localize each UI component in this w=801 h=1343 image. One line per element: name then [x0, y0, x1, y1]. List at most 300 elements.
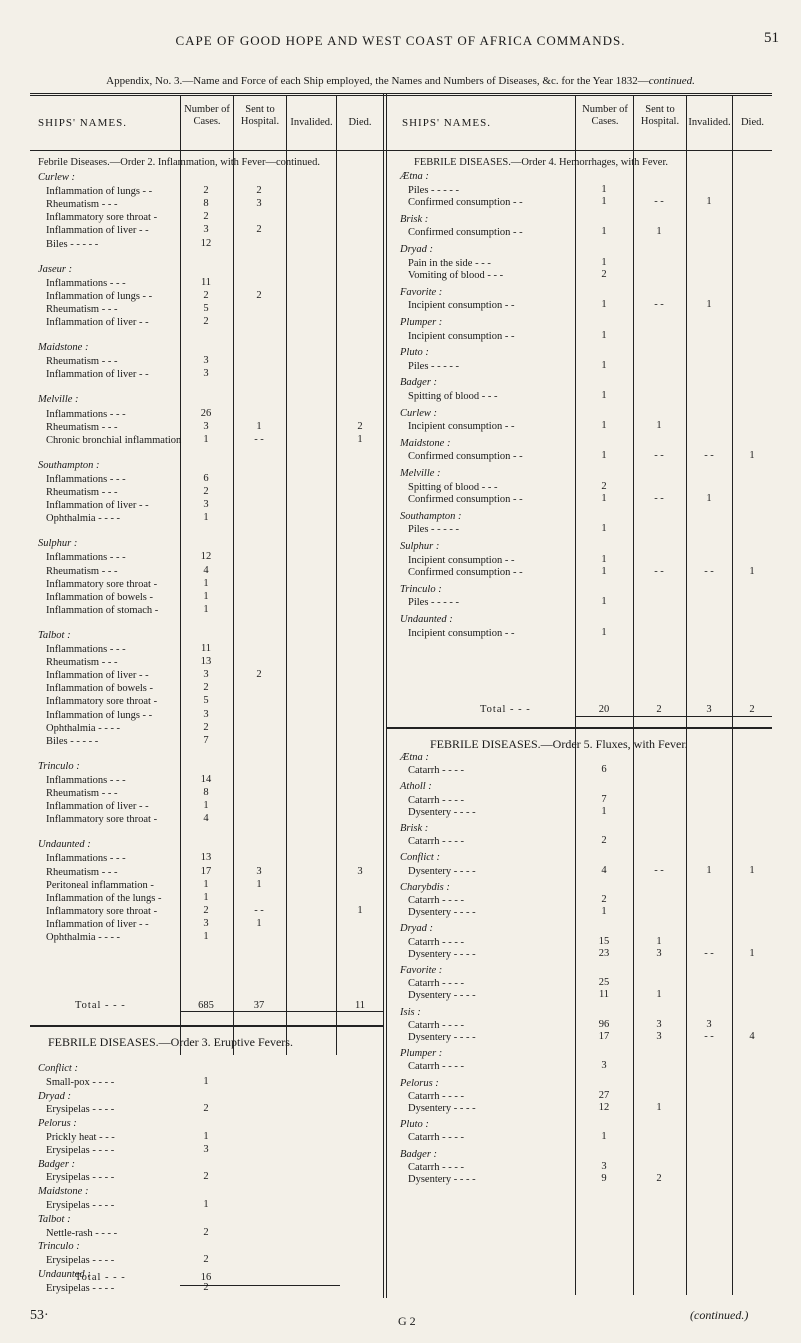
right-total-1-bottom-rule — [386, 727, 772, 729]
right-total-1-label: Total - - - — [480, 704, 531, 715]
cases-value: 3 — [601, 1060, 607, 1072]
cases-value: 2 — [601, 894, 607, 905]
disease-label: Inflammation of liver - - — [46, 225, 149, 237]
cases-value: 2 — [203, 1254, 209, 1266]
disease-label: Piles - - - - - — [408, 184, 460, 196]
disease-label: Erysipelas - - - - — [46, 1200, 115, 1211]
sent-value: - - — [654, 299, 664, 311]
cases-value: 1 — [601, 329, 607, 341]
cases-value: 3 — [203, 224, 209, 236]
disease-label: Catarrh - - - - — [408, 1090, 464, 1102]
left-total-1-bottom-rule — [30, 1025, 383, 1027]
sent-value: - - — [654, 566, 664, 578]
header-bottom-rule — [30, 150, 772, 151]
right-col-div-4 — [732, 95, 733, 1295]
ship-name: Pluto : — [400, 347, 429, 359]
ship-name: Curlew : — [400, 407, 438, 419]
disease-label: Erysipelas - - - - — [46, 1172, 115, 1184]
disease-label: Rheumatism - - - — [46, 356, 118, 368]
sent-value: 3 — [656, 947, 662, 959]
footer-right: (continued.) — [690, 1308, 749, 1322]
ship-name: Undaunted : — [400, 614, 453, 625]
right-section-2-title: FEBRILE DISEASES.—Order 5. Fluxes, with Fever. — [430, 737, 688, 751]
cases-value: 1 — [601, 183, 607, 195]
sent-value: - - — [254, 433, 264, 445]
disease-label: Ophthalmia - - - - — [46, 722, 121, 734]
cases-value: 2 — [601, 835, 607, 847]
disease-label: Incipient consumption - - — [408, 421, 515, 433]
cases-value: 2 — [203, 486, 209, 497]
died-header-right: Died. — [740, 117, 765, 128]
cases-value: 1 — [601, 299, 607, 311]
disease-label: Dysentery - - - - — [408, 806, 476, 818]
disease-label: Catarrh - - - - — [408, 936, 464, 948]
disease-label: Prickly heat - - - — [46, 1132, 115, 1143]
disease-label: Inflammation of bowels - — [46, 683, 154, 695]
cases-value: 2 — [203, 211, 209, 223]
disease-label: Inflammation of liver - - — [46, 500, 149, 512]
disease-label: Inflammatory sore throat - — [46, 578, 158, 590]
died-value: 3 — [357, 865, 363, 877]
cases-value: 1 — [203, 931, 209, 942]
cases-value: 8 — [203, 787, 209, 798]
right-total-1-died: 2 — [749, 704, 755, 715]
right-total-1-number: 20 — [598, 704, 610, 715]
disease-label: Nettle-rash - - - - — [46, 1227, 118, 1239]
disease-label: Ophthalmia - - - - — [46, 932, 121, 943]
disease-label: Inflammations - - - — [46, 644, 126, 655]
cases-value: 13 — [200, 852, 212, 864]
sent-value: 1 — [656, 1102, 662, 1113]
left-total-2-number: 16 — [200, 1272, 212, 1283]
left-col-div-4 — [336, 95, 337, 1055]
disease-label: Rheumatism - - - — [46, 303, 118, 315]
ship-name: Trinculo : — [38, 1241, 80, 1253]
disease-label: Inflammations - - - — [46, 473, 126, 485]
ship-name: Badger : — [400, 377, 438, 389]
disease-label: Catarrh - - - - — [408, 1161, 464, 1173]
cases-value: 3 — [203, 499, 209, 511]
number-header-left: Number of Cases. — [184, 104, 230, 127]
disease-label: Dysentery - - - - — [408, 1174, 476, 1185]
sent-value: - - — [254, 904, 264, 916]
invalided-value: 1 — [706, 299, 712, 311]
left-total-1-number: 685 — [198, 1000, 214, 1011]
disease-label: Rheumatism - - - — [46, 866, 118, 878]
ships-names-header-right: SHIPS' NAMES. — [402, 117, 491, 129]
disease-label: Inflammations - - - — [46, 853, 126, 865]
cases-value: 3 — [203, 669, 209, 681]
died-value: 1 — [357, 433, 363, 445]
left-total-2-label: Total - - - — [75, 1272, 126, 1283]
ship-name: Ætna : — [400, 171, 429, 182]
ship-name: Pelorus : — [38, 1118, 77, 1130]
ships-names-header-left: SHIPS' NAMES. — [38, 117, 127, 129]
disease-label: Inflammations - - - — [46, 552, 126, 564]
disease-label: Small-pox - - - - — [46, 1076, 115, 1088]
ship-name: Maidstone : — [38, 342, 89, 354]
ship-name: Maidstone : — [38, 1186, 89, 1198]
disease-label: Inflammation of lungs - - — [46, 290, 153, 302]
cases-value: 1 — [601, 596, 607, 608]
right-total-1-invalided: 3 — [706, 704, 712, 715]
disease-label: Dysentery - - - - — [408, 1032, 476, 1043]
cases-value: 3 — [203, 420, 209, 432]
died-value: 1 — [749, 947, 755, 959]
ship-name: Southampton : — [38, 459, 100, 471]
sent-value: 1 — [656, 989, 662, 1001]
ship-name: Plumper : — [400, 317, 443, 328]
sent-value: 3 — [256, 865, 262, 877]
disease-label: Catarrh - - - - — [408, 765, 464, 777]
cases-value: 7 — [601, 793, 607, 805]
ship-name: Brisk : — [400, 213, 429, 225]
invalided-value: 1 — [706, 196, 712, 208]
left-total-1-rule — [180, 1011, 383, 1012]
center-divider-2 — [386, 93, 387, 1298]
ship-name: Melville : — [38, 394, 79, 406]
died-value: 1 — [749, 566, 755, 578]
invalided-value: 3 — [706, 1018, 712, 1030]
ship-name: Maidstone : — [400, 437, 451, 449]
cases-value: 1 — [601, 1131, 607, 1143]
appendix-prefix: Appendix, No. 3. — [106, 75, 183, 87]
disease-label: Catarrh - - - - — [408, 836, 464, 848]
cases-value: 1 — [203, 603, 209, 615]
invalided-header-right: Invalided. — [688, 117, 731, 128]
disease-label: Spitting of blood - - - — [408, 481, 498, 493]
disease-label: Incipient consumption - - — [408, 554, 515, 566]
sent-value: 2 — [656, 1173, 662, 1184]
died-value: 1 — [357, 904, 363, 916]
ship-name: Dryad : — [400, 923, 433, 935]
disease-label: Erysipelas - - - - — [46, 1282, 115, 1294]
left-total-1-label: Total - - - — [75, 1000, 126, 1011]
cases-value: 1 — [601, 566, 607, 578]
disease-label: Confirmed consumption - - — [408, 567, 523, 579]
appendix-text: —Name and Force of each Ship employed, the Names and Numbers of Diseases, &c. for the Year 1832— — [182, 75, 649, 87]
disease-label: Catarrh - - - - — [408, 1019, 464, 1031]
cases-value: 1 — [601, 226, 607, 238]
cases-value: 8 — [203, 198, 209, 210]
cases-value: 1 — [203, 800, 209, 812]
disease-label: Inflammation of liver - - — [46, 670, 149, 682]
left-section-2-title: FEBRILE DISEASES.—Order 3. Eruptive Fevers. — [48, 1035, 293, 1049]
disease-label: Inflammations - - - — [46, 774, 126, 786]
died-value: 1 — [749, 450, 755, 462]
cases-value: 12 — [598, 1102, 610, 1113]
cases-value: 26 — [200, 407, 212, 419]
disease-label: Inflammatory sore throat - — [46, 212, 158, 224]
cases-value: 96 — [598, 1018, 610, 1030]
table-top-rule-2 — [30, 95, 772, 96]
disease-label: Incipient consumption - - — [408, 300, 515, 312]
cases-value: 1 — [203, 878, 209, 890]
ship-name: Trinculo : — [38, 760, 80, 772]
disease-label: Erysipelas - - - - — [46, 1104, 115, 1116]
cases-value: 9 — [601, 1173, 607, 1184]
disease-label: Piles - - - - - — [408, 524, 460, 536]
cases-value: 1 — [203, 433, 209, 445]
right-col-div-3 — [686, 95, 687, 1295]
sent-value: - - — [654, 493, 664, 505]
disease-label: Inflammatory sore throat - — [46, 814, 158, 826]
cases-value: 23 — [598, 947, 610, 959]
right-total-1-sent: 2 — [656, 704, 662, 715]
cases-value: 4 — [203, 564, 209, 576]
disease-label: Peritoneal inflammation - — [46, 879, 154, 891]
cases-value: 1 — [203, 577, 209, 589]
disease-label: Inflammation of liver - - — [46, 369, 149, 381]
invalided-value: - - — [704, 450, 714, 462]
cases-value: 1 — [203, 1075, 209, 1087]
disease-label: Confirmed consumption - - — [408, 451, 523, 463]
cases-value: 3 — [203, 368, 209, 380]
disease-label: Confirmed consumption - - — [408, 197, 523, 209]
sent-value: 2 — [256, 224, 262, 236]
cases-value: 3 — [203, 355, 209, 367]
invalided-value: - - — [704, 566, 714, 578]
left-col-div-1 — [180, 95, 181, 1055]
table-top-rule — [30, 93, 772, 94]
disease-label: Catarrh - - - - — [408, 978, 464, 990]
disease-label: Spitting of blood - - - — [408, 391, 498, 402]
cases-value: 6 — [601, 764, 607, 776]
ship-name: Ætna : — [400, 752, 429, 763]
cases-value: 6 — [203, 472, 209, 484]
cases-value: 4 — [203, 813, 209, 825]
cases-value: 1 — [601, 493, 607, 505]
cases-value: 1 — [601, 553, 607, 565]
disease-label: Catarrh - - - - — [408, 1061, 464, 1073]
sent-value: - - — [654, 864, 664, 876]
sent-value: - - — [654, 450, 664, 462]
cases-value: 17 — [200, 865, 212, 877]
ship-name: Atholl : — [400, 781, 432, 793]
ship-name: Badger : — [38, 1158, 76, 1170]
ship-name: Trinculo : — [400, 583, 442, 595]
ship-name: Pelorus : — [400, 1077, 439, 1089]
cases-value: 1 — [601, 390, 607, 401]
ship-name: Undaunted : — [38, 839, 91, 851]
left-total-1-died: 11 — [354, 1000, 366, 1011]
right-section-1-title: FEBRILE DISEASES.—Order 4. Hemorrhages, with Fever. — [414, 157, 669, 168]
cases-value: 2 — [203, 289, 209, 301]
ship-name: Undaunted : — [38, 1269, 91, 1280]
cases-value: 14 — [200, 773, 212, 785]
disease-label: Confirmed consumption - - — [408, 494, 523, 506]
sent-value: 1 — [256, 420, 262, 432]
cases-value: 2 — [203, 185, 209, 197]
ship-name: Pluto : — [400, 1119, 429, 1131]
ship-name: Plumper : — [400, 1048, 443, 1060]
disease-label: Piles - - - - - — [408, 597, 460, 609]
disease-label: Dysentery - - - - — [408, 948, 476, 960]
cases-value: 2 — [601, 480, 607, 492]
ship-name: Badger : — [400, 1148, 438, 1160]
cases-value: 11 — [200, 276, 212, 288]
cases-value: 1 — [203, 891, 209, 903]
ship-name: Favorite : — [400, 286, 443, 298]
cases-value: 2 — [203, 1281, 209, 1293]
ship-name: Jaseur : — [38, 263, 73, 275]
ship-name: Dryad : — [400, 244, 433, 255]
ship-name: Conflict : — [400, 852, 440, 864]
cases-value: 12 — [200, 551, 212, 563]
disease-label: Confirmed consumption - - — [408, 227, 523, 239]
cases-value: 1 — [203, 590, 209, 602]
cases-value: 3 — [601, 1160, 607, 1172]
disease-label: Inflammatory sore throat - — [46, 696, 158, 708]
ship-name: Talbot : — [38, 1213, 71, 1225]
center-divider — [383, 93, 384, 1298]
disease-label: Dysentery - - - - — [408, 865, 476, 877]
cases-value: 1 — [601, 450, 607, 462]
cases-value: 2 — [203, 1171, 209, 1183]
sent-value: 3 — [656, 1018, 662, 1030]
ship-name: Isis : — [400, 1006, 421, 1018]
cases-value: 1 — [203, 512, 209, 524]
disease-label: Erysipelas - - - - — [46, 1255, 115, 1267]
disease-label: Inflammation of liver - - — [46, 317, 149, 328]
disease-label: Biles - - - - - — [46, 238, 99, 250]
right-col-div-2 — [633, 95, 634, 1295]
cases-value: 1 — [601, 196, 607, 208]
cases-value: 11 — [598, 989, 610, 1001]
cases-value: 2 — [203, 316, 209, 327]
disease-label: Catarrh - - - - — [408, 895, 464, 906]
cases-value: 25 — [598, 977, 610, 989]
invalided-header-left: Invalided. — [290, 117, 333, 128]
ship-name: Favorite : — [400, 965, 443, 976]
disease-label: Inflammation of stomach - — [46, 604, 159, 616]
cases-value: 1 — [601, 359, 607, 371]
cases-value: 1 — [601, 626, 607, 638]
disease-label: Inflammation of bowels - — [46, 591, 154, 603]
disease-label: Chronic bronchial inflammation — [46, 434, 182, 446]
disease-label: Piles - - - - - — [408, 360, 460, 372]
ship-name: Sulphur : — [400, 541, 440, 552]
cases-value: 27 — [598, 1089, 610, 1101]
invalided-value: - - — [704, 1031, 714, 1042]
disease-label: Pain in the side - - - — [408, 257, 491, 269]
disease-label: Rheumatism - - - — [46, 657, 118, 669]
cases-value: 2 — [203, 1103, 209, 1115]
disease-label: Rheumatism - - - — [46, 788, 118, 799]
disease-label: Dysentery - - - - — [408, 1103, 476, 1114]
disease-label: Inflammation of liver - - — [46, 918, 149, 930]
died-value: 2 — [357, 420, 363, 432]
ship-name: Conflict : — [38, 1063, 78, 1074]
died-header-left: Died. — [348, 117, 372, 128]
cases-value: 15 — [598, 935, 610, 947]
disease-label: Rheumatism - - - — [46, 199, 118, 211]
disease-label: Inflammations - - - — [46, 408, 126, 420]
cases-value: 3 — [203, 917, 209, 929]
ship-name: Brisk : — [400, 823, 429, 834]
invalided-value: 1 — [706, 864, 712, 876]
disease-label: Inflammations - - - — [46, 277, 126, 289]
cases-value: 5 — [203, 302, 209, 314]
number-header-right: Number of Cases. — [582, 104, 628, 127]
ship-name: Dryad : — [38, 1090, 71, 1102]
disease-label: Catarrh - - - - — [408, 794, 464, 806]
ship-name: Melville : — [400, 468, 441, 479]
left-total-1-sent: 37 — [253, 1000, 265, 1011]
sent-value: 2 — [256, 185, 262, 197]
cases-value: 5 — [203, 695, 209, 707]
cases-value: 7 — [203, 734, 209, 746]
cases-value: 1 — [601, 420, 607, 432]
disease-label: Incipient consumption - - — [408, 627, 515, 639]
sent-header-left: Sent to Hospital. — [240, 104, 280, 127]
invalided-value: - - — [704, 947, 714, 959]
cases-value: 1 — [601, 256, 607, 268]
cases-value: 2 — [203, 682, 209, 694]
ship-name: Curlew : — [38, 172, 76, 183]
footer-mid: G 2 — [398, 1314, 416, 1328]
cases-value: 11 — [200, 643, 212, 654]
cases-value: 1 — [203, 1199, 209, 1210]
cases-value: 17 — [598, 1031, 610, 1042]
cases-value: 12 — [200, 237, 212, 249]
cases-value: 1 — [601, 523, 607, 535]
disease-label: Incipient consumption - - — [408, 330, 515, 342]
disease-label: Rheumatism - - - — [46, 565, 118, 577]
disease-label: Inflammation of liver - - — [46, 801, 149, 813]
died-value: 1 — [749, 864, 755, 876]
sent-value: 2 — [256, 289, 262, 301]
disease-label: Rheumatism - - - — [46, 487, 118, 498]
left-col-div-2 — [233, 95, 234, 1055]
cases-value: 2 — [203, 1226, 209, 1238]
cases-value: 1 — [601, 906, 607, 918]
disease-label: Vomiting of blood - - - — [408, 270, 504, 282]
ship-name: Sulphur : — [38, 538, 78, 550]
disease-label: Inflammation of the lungs - — [46, 892, 162, 904]
disease-label: Dysentery - - - - — [408, 990, 476, 1002]
disease-label: Inflammation of lungs - - — [46, 709, 153, 721]
cases-value: 2 — [203, 721, 209, 733]
page-number: 51 — [764, 30, 779, 46]
cases-value: 3 — [203, 1143, 209, 1155]
disease-label: Inflammatory sore throat - — [46, 905, 158, 917]
invalided-value: 1 — [706, 493, 712, 505]
ship-name: Talbot : — [38, 629, 71, 641]
died-value: 4 — [749, 1031, 755, 1042]
disease-label: Catarrh - - - - — [408, 1132, 464, 1144]
disease-label: Ophthalmia - - - - — [46, 513, 121, 525]
sent-value: 1 — [656, 420, 662, 432]
sent-value: 1 — [656, 226, 662, 238]
left-section-1-title: Febrile Diseases.—Order 2. Inflammation, with Fever—continued. — [38, 157, 320, 168]
cases-value: 2 — [203, 904, 209, 916]
sent-value: 2 — [256, 669, 262, 681]
ship-name: Southampton : — [400, 510, 462, 522]
disease-label: Biles - - - - - — [46, 735, 99, 747]
appendix-caption — [0, 75, 801, 87]
cases-value: 1 — [601, 805, 607, 817]
disease-label: Erysipelas - - - - — [46, 1144, 115, 1156]
appendix-suffix: continued. — [648, 75, 695, 87]
cases-value: 13 — [200, 656, 212, 668]
left-col-div-3 — [286, 95, 287, 1055]
disease-label: Rheumatism - - - — [46, 421, 118, 433]
right-col-div-1 — [575, 95, 576, 1295]
sent-value: 1 — [256, 917, 262, 929]
ship-name: Charybdis : — [400, 881, 450, 893]
cases-value: 4 — [601, 864, 607, 876]
